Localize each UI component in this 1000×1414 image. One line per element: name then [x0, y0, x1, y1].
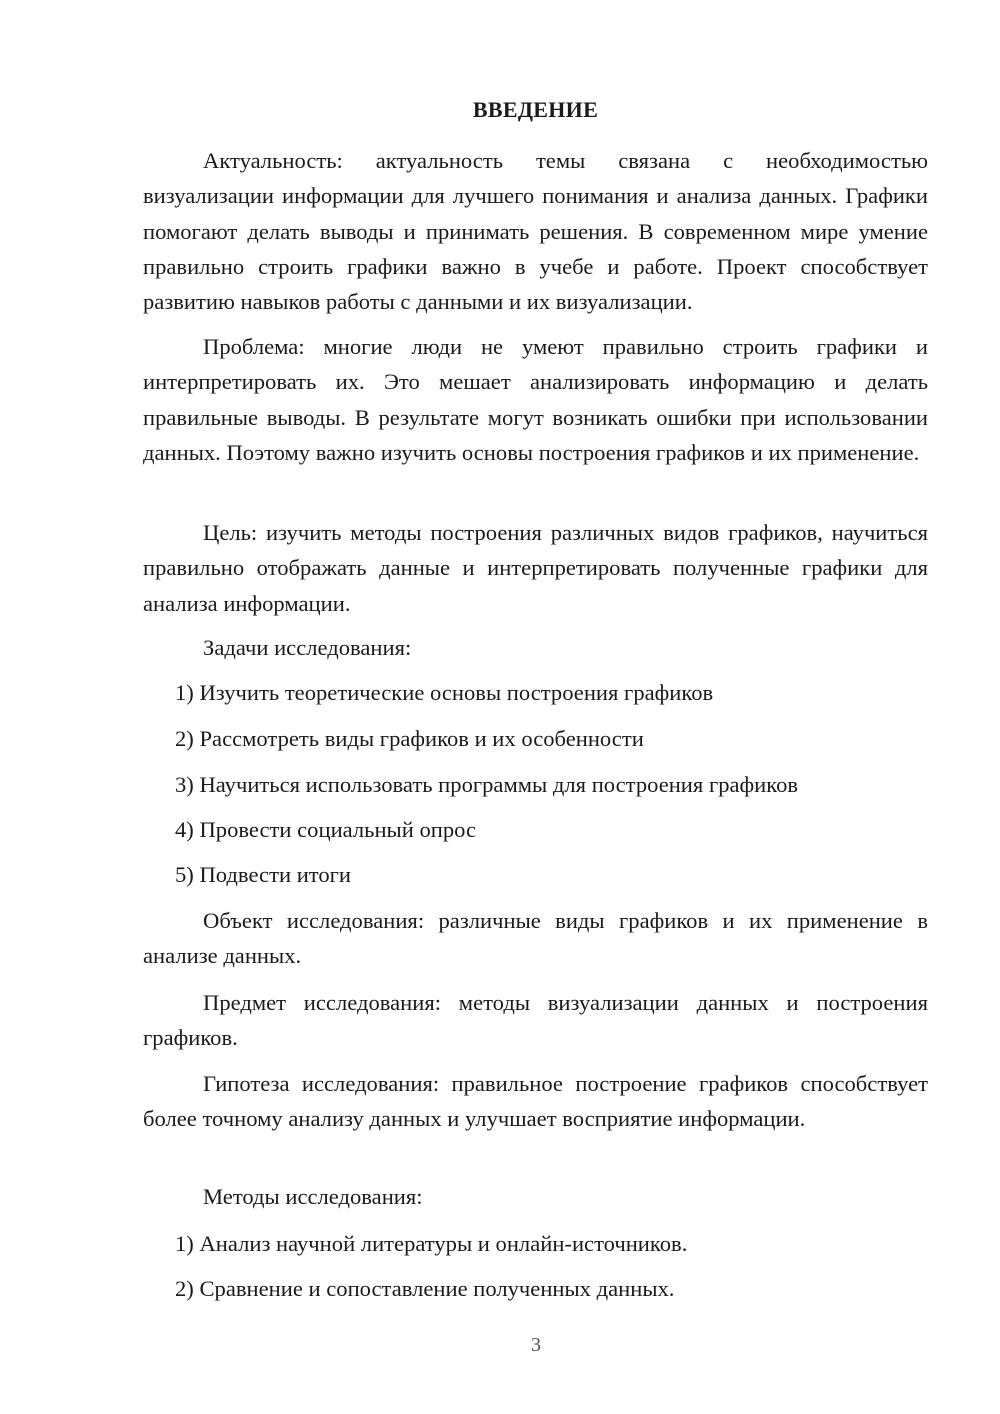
page-title: ВВЕДЕНИЕ	[472, 97, 599, 122]
method-item: 1) Анализ научной литературы и онлайн-источников.	[175, 1231, 688, 1256]
task-item: 3) Научиться использовать программы для построения графиков	[175, 772, 799, 797]
page-number: 3	[531, 1334, 541, 1356]
task-item: 1) Изучить теоретические основы построения графиков	[175, 680, 714, 705]
methods-heading: Методы исследования:	[203, 1184, 423, 1209]
task-item: 2) Рассмотреть виды графиков и их особенности	[175, 726, 644, 751]
hypothesis-paragraph: Гипотеза исследования: правильное построение графиков способствует более точному анализу данных и улучшает восприятие информации.	[143, 1071, 928, 1132]
task-item: 5) Подвести итоги	[175, 862, 352, 887]
subject-paragraph: Предмет исследования: методы визуализации данных и построения графиков.	[143, 990, 928, 1051]
method-item: 2) Сравнение и сопоставление полученных данных.	[175, 1276, 675, 1301]
relevance-paragraph: Актуальность: актуальность темы связана с необходимостью визуализации информации для лучшего понимания и анализа данных. Графики помогают делать выводы и принимать решения. В современном мире умение правильно строить графики важно в учебе и работе. Проект способствует развитию навыков работы с данными и их визуализации.	[143, 148, 928, 315]
goal-paragraph: Цель: изучить методы построения различных видов графиков, научиться правильно отображать данные и интерпретировать полученные графики для анализа информации.	[143, 520, 928, 616]
object-paragraph: Объект исследования: различные виды графиков и их применение в анализе данных.	[143, 908, 928, 969]
task-item: 4) Провести социальный опрос	[175, 817, 477, 842]
tasks-heading: Задачи исследования:	[203, 635, 412, 660]
problem-paragraph: Проблема: многие люди не умеют правильно строить графики и интерпретировать их. Это мешает анализировать информацию и делать правильные выводы. В результате могут возникать ошибки при использовании данных. Поэтому важно изучить основы построения графиков и их применение.	[143, 334, 928, 465]
